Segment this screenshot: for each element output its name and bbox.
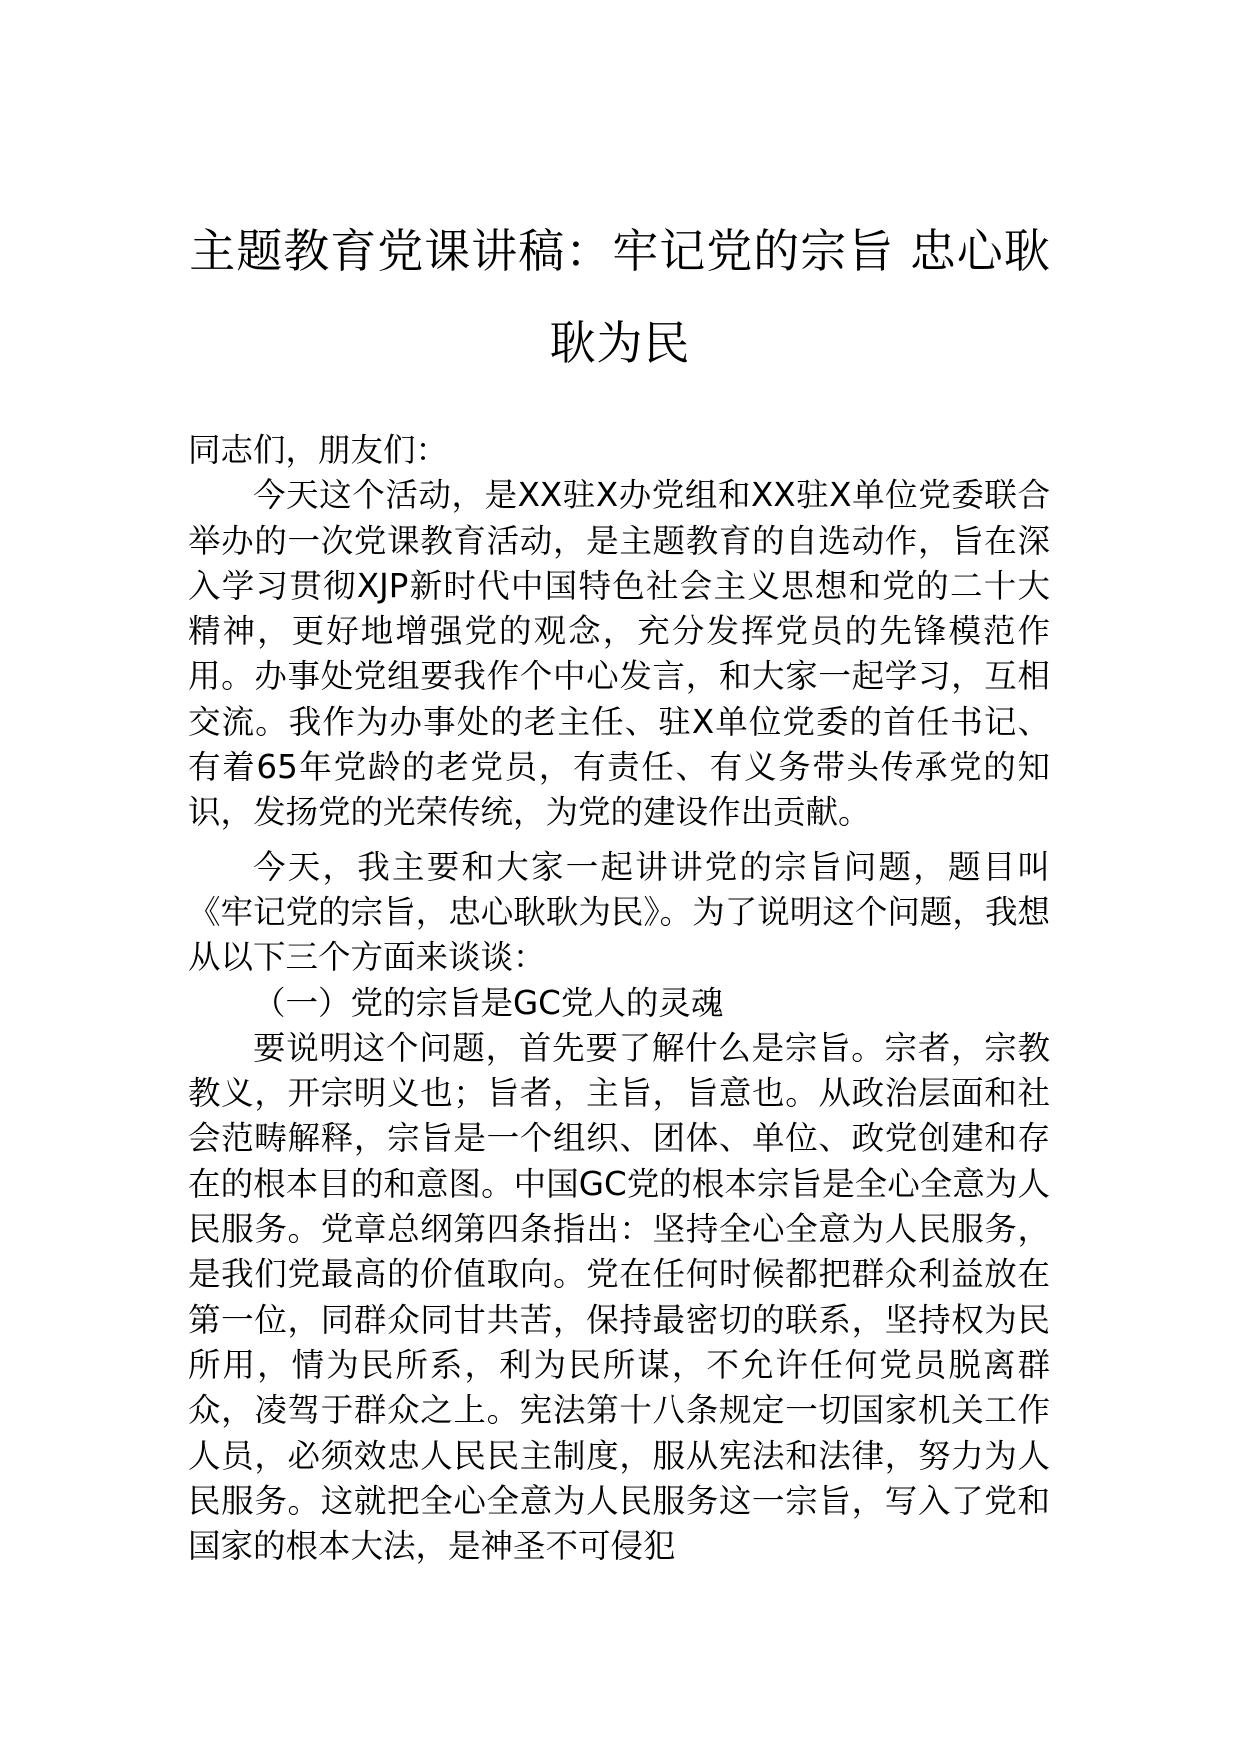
paragraph-section-one: 要说明这个问题，首先要了解什么是宗旨。宗者，宗教教义，开宗明义也；旨者，主旨，旨意也。从政治层面和社会范畴解释，宗旨是一个组织、团体、单位、政党创建和存在的根本目的和意图。中国GC党的根本宗旨是全心全意为人民服务。党章总纲第四条指出：坚持全心全意为人民服务，是我们党最高的价值取向。党在任何时候都把群众利益放在第一位，同群众同甘共苦，保持最密切的联系，坚持权为民所用，情为民所系，利为民所谋，不允许任何党员脱离群众，凌驾于群众之上。宪法第十八条规定一切国家机关工作人员，必须效忠人民民主制度，服从宪法和法律，努力为人民服务。这就把全心全意为人民服务这一宗旨，写入了党和国家的根本大法，是神圣不可侵犯 (188, 1028, 1050, 1566)
document-title: 主题教育党课讲稿：牢记党的宗旨 忠心耿耿为民 (189, 224, 1051, 370)
paragraph-topic: 今天，我主要和大家一起讲讲党的宗旨问题，题目叫《牢记党的宗旨，忠心耿耿为民》。为了说明这个问题，我想从以下三个方面来谈谈： (188, 847, 1050, 977)
paragraph-intro: 今天这个活动，是XX驻X办党组和XX驻X单位党委联合举办的一次党课教育活动，是主题教育的自选动作，旨在深入学习贯彻XJP新时代中国特色社会主义思想和党的二十大精神，更好地增强党的观念，充分发挥党员的先锋模范作用。办事处党组要我作个中心发言，和大家一起学习，互相交流。我作为办事处的老主任、驻X单位党委的首任书记、有着65年党龄的老党员，有责任、有义务带头传承党的知识，发扬党的光荣传统，为党的建设作出贡献。 (188, 476, 1050, 832)
section-heading: （一）党的宗旨是GC党人的灵魂 (253, 983, 724, 1022)
salutation: 同志们，朋友们： (188, 431, 449, 469)
document-body (188, 428, 1050, 1569)
